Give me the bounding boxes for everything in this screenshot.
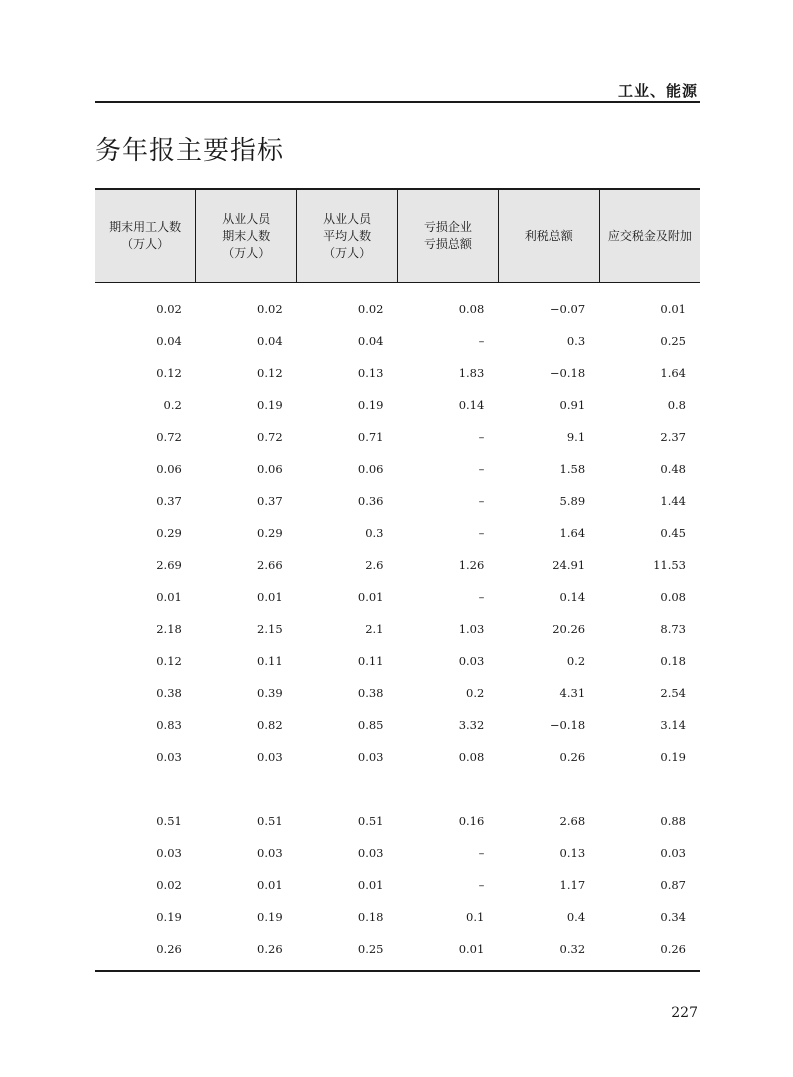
table-cell: 0.14 (559, 590, 586, 604)
table-cell: 2.68 (559, 814, 586, 828)
table-cell: 0.03 (357, 846, 384, 860)
table-cell: 0.72 (156, 430, 182, 444)
table-cell: 4.31 (559, 686, 586, 700)
table-cell: 0.08 (458, 302, 485, 316)
table-cell: 2.18 (156, 622, 182, 636)
table-cell: 0.1 (466, 910, 485, 924)
table-header-row (95, 189, 700, 283)
table-cell: 2.1 (365, 622, 384, 636)
table-row (95, 741, 700, 773)
table-bottom-rule (95, 970, 700, 972)
table-cell: 1.17 (559, 878, 586, 892)
table-cell: 0.19 (156, 910, 182, 924)
table-cell: 0.06 (257, 462, 283, 476)
spacer-cell (95, 773, 700, 805)
table-cell: 0.03 (660, 846, 686, 860)
table-cell: 0.19 (357, 398, 384, 412)
column-header: 利税总额 (498, 189, 599, 283)
table-cell: 0.3 (566, 334, 586, 348)
table-cell: 0.38 (357, 686, 384, 700)
table-spacer-row (95, 773, 700, 805)
table-cell: – (478, 526, 485, 540)
table-cell: 1.03 (458, 622, 485, 636)
table-cell: 0.12 (156, 366, 182, 380)
table-cell: 2.15 (257, 622, 283, 636)
table-cell: 2.66 (257, 558, 283, 572)
table-cell: 0.3 (365, 526, 384, 540)
column-header: 从业人员 平均人数 （万人） (297, 189, 398, 283)
table-cell: −0.07 (549, 302, 586, 316)
table-cell: 0.83 (156, 718, 182, 732)
table-cell: 0.08 (458, 750, 485, 764)
table-cell: 0.51 (257, 814, 283, 828)
table-cell: 0.01 (357, 590, 384, 604)
table-cell: 8.73 (660, 622, 686, 636)
table-cell: – (478, 878, 485, 892)
table-row (95, 613, 700, 645)
table-cell: 0.2 (566, 654, 586, 668)
table-cell: 0.32 (559, 942, 586, 956)
table-cell: 0.91 (559, 398, 586, 412)
table-cell: 1.64 (559, 526, 586, 540)
table-cell: 0.02 (257, 302, 283, 316)
table-cell: 0.06 (357, 462, 384, 476)
table-row (95, 837, 700, 869)
table-cell: 0.02 (156, 302, 182, 316)
table-row (95, 485, 700, 517)
table-cell: 0.36 (357, 494, 384, 508)
table-cell: 0.16 (458, 814, 485, 828)
table-cell: 0.25 (357, 942, 384, 956)
header-rule (95, 101, 700, 103)
table-cell: 0.51 (357, 814, 384, 828)
table-cell: 0.38 (156, 686, 182, 700)
table-cell: 0.01 (458, 942, 485, 956)
table-cell: 0.14 (458, 398, 485, 412)
table-cell: 0.82 (257, 718, 283, 732)
table-cell: 5.89 (559, 494, 586, 508)
column-header: 应交税金及附加 (599, 189, 700, 283)
table-cell: 0.19 (257, 910, 283, 924)
table-cell: −0.18 (549, 366, 586, 380)
table-cell: 3.32 (458, 718, 485, 732)
section-label: 工业、能源 (617, 82, 698, 100)
table-cell: 0.01 (257, 590, 283, 604)
column-header: 亏损企业 亏损总额 (397, 189, 498, 283)
table-cell: 0.11 (357, 654, 384, 668)
table-cell: 1.44 (660, 494, 686, 508)
table-cell: 0.8 (667, 398, 686, 412)
table-cell: 0.26 (660, 942, 686, 956)
table-body (95, 283, 700, 966)
table-cell: – (478, 846, 485, 860)
table-cell: 1.64 (660, 366, 686, 380)
table-cell: 0.2 (466, 686, 485, 700)
table-cell: 0.18 (357, 910, 384, 924)
table-cell: 2.37 (660, 430, 686, 444)
table-cell: – (478, 590, 485, 604)
table-cell: 0.01 (257, 878, 283, 892)
table-cell: 0.26 (156, 942, 182, 956)
table-cell: 11.53 (653, 558, 686, 572)
table-cell: 1.26 (458, 558, 485, 572)
table-row (95, 933, 700, 965)
table-row (95, 709, 700, 741)
table-row (95, 517, 700, 549)
table-cell: 0.06 (156, 462, 182, 476)
page-number: 227 (671, 1005, 698, 1021)
table-cell: 0.37 (257, 494, 283, 508)
table-row (95, 677, 700, 709)
table-cell: 0.03 (156, 750, 182, 764)
table-cell: 1.83 (458, 366, 485, 380)
table-cell: 9.1 (566, 430, 586, 444)
table-cell: 0.85 (357, 718, 384, 732)
table-cell: – (478, 430, 485, 444)
table-cell: – (478, 334, 485, 348)
table-cell: 0.04 (156, 334, 182, 348)
table-cell: 0.04 (357, 334, 384, 348)
table-cell: 0.34 (660, 910, 686, 924)
table-cell: −0.18 (549, 718, 586, 732)
table-row (95, 283, 700, 326)
table-cell: 2.69 (156, 558, 182, 572)
column-header: 期末用工人数 （万人） (95, 189, 196, 283)
table-cell: 0.12 (156, 654, 182, 668)
table-cell: 0.29 (156, 526, 182, 540)
page-title: 务年报主要指标 (95, 136, 285, 166)
table-row (95, 869, 700, 901)
table-cell: 0.13 (357, 366, 384, 380)
table-row (95, 325, 700, 357)
table-cell: 0.2 (163, 398, 182, 412)
table-cell: 0.01 (156, 590, 182, 604)
table-cell: 0.12 (257, 366, 283, 380)
table-cell: 0.01 (357, 878, 384, 892)
table-row (95, 645, 700, 677)
table-row (95, 901, 700, 933)
table-cell: 1.58 (559, 462, 586, 476)
table-cell: 0.19 (660, 750, 686, 764)
table-cell: 0.87 (660, 878, 686, 892)
table-row (95, 357, 700, 389)
table-cell: 0.02 (156, 878, 182, 892)
table-cell: – (478, 494, 485, 508)
table-cell: 20.26 (552, 622, 586, 636)
table-cell: 0.25 (660, 334, 686, 348)
table-cell: 0.03 (458, 654, 485, 668)
table-cell: 0.51 (156, 814, 182, 828)
table-cell: – (478, 462, 485, 476)
table-cell: 0.08 (660, 590, 686, 604)
indicator-table (95, 188, 700, 965)
table-cell: 0.03 (156, 846, 182, 860)
table-cell: 0.03 (257, 846, 283, 860)
table-cell: 0.26 (559, 750, 586, 764)
table-row (95, 581, 700, 613)
table-cell: 2.6 (365, 558, 384, 572)
table-row (95, 805, 700, 837)
table-row (95, 453, 700, 485)
table-cell: 24.91 (552, 558, 586, 572)
table-cell: 3.14 (660, 718, 686, 732)
table-row (95, 549, 700, 581)
table-row (95, 421, 700, 453)
table-cell: 0.45 (660, 526, 686, 540)
table-cell: 0.03 (257, 750, 283, 764)
table-cell: 0.4 (566, 910, 586, 924)
table-cell: 0.04 (257, 334, 283, 348)
table-cell: 0.03 (357, 750, 384, 764)
column-header: 从业人员 期末人数 （万人） (196, 189, 297, 283)
table-cell: 0.11 (257, 654, 283, 668)
table-cell: 0.29 (257, 526, 283, 540)
table-cell: 0.01 (660, 302, 686, 316)
table-cell: 0.19 (257, 398, 283, 412)
table-cell: 0.37 (156, 494, 182, 508)
table-row (95, 389, 700, 421)
table-cell: 0.88 (660, 814, 686, 828)
table-cell: 0.48 (660, 462, 686, 476)
table-cell: 0.02 (357, 302, 384, 316)
table-cell: 0.18 (660, 654, 686, 668)
table-cell: 0.71 (357, 430, 384, 444)
table-cell: 0.72 (257, 430, 283, 444)
indicator-table-container (95, 188, 700, 965)
table-cell: 0.39 (257, 686, 283, 700)
table-cell: 0.13 (559, 846, 586, 860)
table-cell: 2.54 (660, 686, 686, 700)
table-cell: 0.26 (257, 942, 283, 956)
